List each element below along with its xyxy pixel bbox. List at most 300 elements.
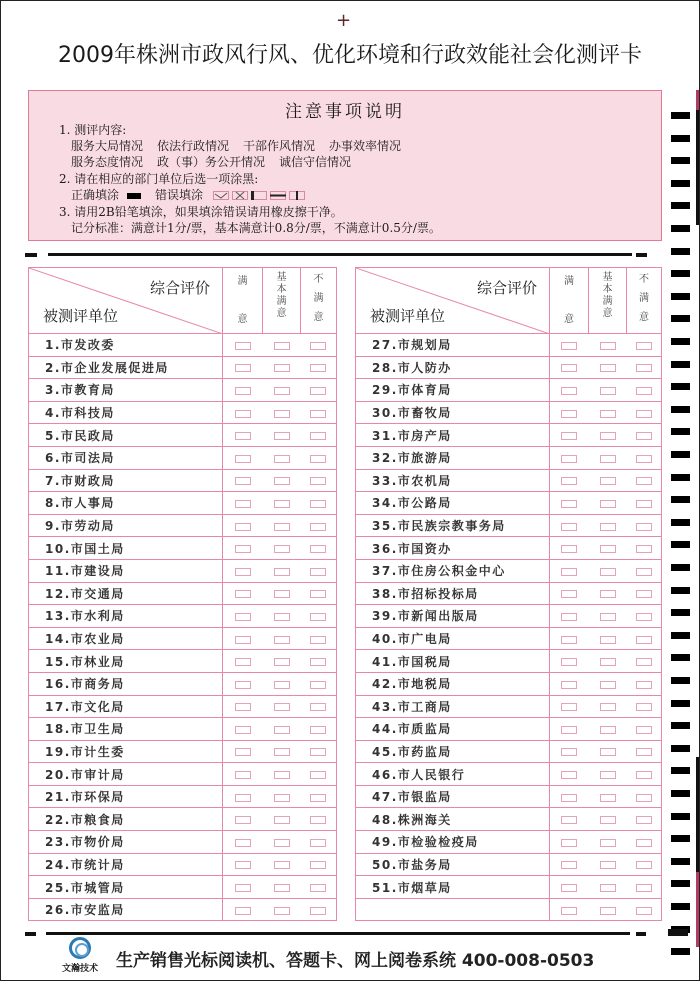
option-cell-satisfied — [223, 672, 263, 695]
bubble-unsatisfied[interactable] — [310, 590, 326, 598]
partial-left-mark-wrong-icon — [251, 191, 267, 200]
bubble-basic-satisfied[interactable] — [600, 500, 616, 508]
bubble-basic-satisfied[interactable] — [600, 771, 616, 779]
bubble-satisfied[interactable] — [235, 794, 251, 802]
bubble-satisfied[interactable] — [235, 748, 251, 756]
bubble-basic-satisfied[interactable] — [274, 477, 290, 485]
table-row — [356, 785, 662, 808]
notice-title: 注意事项说明 — [285, 102, 405, 122]
bubble-unsatisfied[interactable] — [636, 816, 652, 824]
table-row — [356, 559, 662, 582]
option-cell-satisfied — [223, 853, 263, 876]
bubble-satisfied[interactable] — [561, 364, 577, 372]
bubble-unsatisfied[interactable] — [310, 861, 326, 869]
footer-timing-mark — [668, 929, 688, 936]
option-cell-unsatisfied — [301, 379, 337, 402]
bubble-unsatisfied[interactable] — [636, 455, 652, 463]
option-cell-satisfied — [223, 785, 263, 808]
bubble-unsatisfied[interactable] — [636, 477, 652, 485]
bubble-unsatisfied[interactable] — [310, 703, 326, 711]
unit-name: 39.市新闻出版局 — [356, 605, 550, 628]
bubble-unsatisfied[interactable] — [310, 613, 326, 621]
bubble-satisfied[interactable] — [235, 410, 251, 418]
bubble-basic-satisfied[interactable] — [274, 545, 290, 553]
option-cell-satisfied — [550, 831, 589, 854]
option-cell-basic-satisfied — [589, 356, 627, 379]
unit-name: 23.市物价局 — [29, 831, 223, 854]
option-cell-basic-satisfied — [589, 559, 627, 582]
bubble-satisfied[interactable] — [561, 523, 577, 531]
bubble-unsatisfied[interactable] — [310, 432, 326, 440]
option-cell-satisfied — [223, 627, 263, 650]
bubble-unsatisfied[interactable] — [636, 432, 652, 440]
table-row — [356, 469, 662, 492]
bubble-unsatisfied[interactable] — [636, 884, 652, 892]
unit-name: 20.市审计局 — [29, 763, 223, 786]
notice-box — [28, 90, 662, 241]
table-row — [29, 627, 337, 650]
table-row — [29, 763, 337, 786]
table-row — [356, 379, 662, 402]
bubble-unsatisfied[interactable] — [310, 455, 326, 463]
option-cell-unsatisfied — [301, 446, 337, 469]
option-cell-unsatisfied — [627, 356, 662, 379]
bubble-unsatisfied[interactable] — [636, 726, 652, 734]
bubble-unsatisfied[interactable] — [310, 500, 326, 508]
bubble-satisfied[interactable] — [235, 884, 251, 892]
cross-mark-wrong-icon — [232, 191, 248, 200]
bubble-unsatisfied[interactable] — [310, 884, 326, 892]
timing-mark — [671, 519, 690, 526]
bubble-satisfied[interactable] — [561, 387, 577, 395]
content-item: 办事效率情况 — [329, 139, 402, 153]
bubble-basic-satisfied[interactable] — [600, 477, 616, 485]
unit-name: 51.市烟草局 — [356, 876, 550, 899]
bubble-satisfied[interactable] — [235, 500, 251, 508]
bubble-unsatisfied[interactable] — [636, 861, 652, 869]
bubble-unsatisfied[interactable] — [636, 681, 652, 689]
table-row — [356, 401, 662, 424]
bubble-basic-satisfied[interactable] — [274, 568, 290, 576]
option-cell-satisfied — [550, 469, 589, 492]
unit-name — [356, 898, 550, 921]
option-cell-basic-satisfied — [263, 514, 301, 537]
timing-mark — [671, 474, 690, 481]
bubble-basic-satisfied[interactable] — [600, 410, 616, 418]
bubble-satisfied[interactable] — [235, 455, 251, 463]
table-row — [356, 695, 662, 718]
option-cell-unsatisfied — [301, 763, 337, 786]
unit-name: 27.市规划局 — [356, 334, 550, 357]
bubble-satisfied[interactable] — [561, 477, 577, 485]
option-cell-basic-satisfied — [263, 627, 301, 650]
bubble-basic-satisfied[interactable] — [600, 613, 616, 621]
bubble-unsatisfied[interactable] — [310, 681, 326, 689]
bubble-basic-satisfied[interactable] — [600, 523, 616, 531]
bubble-basic-satisfied[interactable] — [600, 455, 616, 463]
option-cell-basic-satisfied — [589, 831, 627, 854]
bubble-unsatisfied[interactable] — [636, 658, 652, 666]
bubble-basic-satisfied[interactable] — [600, 387, 616, 395]
table-header-row — [356, 268, 662, 334]
table-row — [356, 672, 662, 695]
bubble-satisfied[interactable] — [235, 681, 251, 689]
bubble-unsatisfied[interactable] — [636, 907, 652, 915]
bubble-basic-satisfied[interactable] — [600, 590, 616, 598]
option-cell-basic-satisfied — [263, 537, 301, 560]
footer-line — [46, 932, 630, 935]
bubble-unsatisfied[interactable] — [310, 794, 326, 802]
option-cell-unsatisfied — [301, 740, 337, 763]
option-cell-satisfied — [550, 401, 589, 424]
bubble-unsatisfied[interactable] — [636, 771, 652, 779]
timing-mark — [671, 112, 690, 119]
option-cell-satisfied — [223, 876, 263, 899]
table-row — [356, 898, 662, 921]
unit-name: 16.市商务局 — [29, 672, 223, 695]
option-cell-basic-satisfied — [263, 808, 301, 831]
timing-mark — [671, 677, 690, 684]
unit-name: 38.市招标投标局 — [356, 582, 550, 605]
timing-mark — [671, 835, 690, 842]
option-cell-unsatisfied — [301, 492, 337, 515]
option-cell-satisfied — [223, 808, 263, 831]
bubble-unsatisfied[interactable] — [636, 794, 652, 802]
table-row — [29, 785, 337, 808]
option-cell-unsatisfied — [627, 808, 662, 831]
table-row — [356, 718, 662, 741]
option-cell-unsatisfied — [301, 356, 337, 379]
bubble-satisfied[interactable] — [561, 568, 577, 576]
option-cell-satisfied — [223, 356, 263, 379]
bubble-satisfied[interactable] — [561, 884, 577, 892]
unit-name: 36.市国资办 — [356, 537, 550, 560]
bubble-satisfied[interactable] — [561, 500, 577, 508]
bubble-basic-satisfied[interactable] — [274, 681, 290, 689]
option-cell-unsatisfied — [627, 446, 662, 469]
bubble-basic-satisfied[interactable] — [274, 455, 290, 463]
option-cell-basic-satisfied — [263, 582, 301, 605]
table-row — [356, 334, 662, 357]
bubble-basic-satisfied[interactable] — [600, 568, 616, 576]
bubble-basic-satisfied[interactable] — [600, 432, 616, 440]
unit-name: 29.市体育局 — [356, 379, 550, 402]
bubble-unsatisfied[interactable] — [310, 523, 326, 531]
content-item: 服务态度情况 — [71, 155, 144, 169]
bubble-satisfied[interactable] — [235, 658, 251, 666]
bubble-satisfied[interactable] — [235, 342, 251, 350]
option-cell-basic-satisfied — [263, 785, 301, 808]
edge-bar-top — [696, 110, 699, 225]
bubble-satisfied[interactable] — [235, 590, 251, 598]
column-basic-satisfied-header: 基本 满意 — [263, 268, 301, 334]
bubble-satisfied[interactable] — [235, 907, 251, 915]
unit-name: 42.市地税局 — [356, 672, 550, 695]
timing-mark — [671, 632, 690, 639]
unit-name: 34.市公路局 — [356, 492, 550, 515]
unit-name: 44.市质监局 — [356, 718, 550, 741]
bubble-satisfied[interactable] — [561, 703, 577, 711]
bubble-unsatisfied[interactable] — [636, 568, 652, 576]
bubble-unsatisfied[interactable] — [636, 364, 652, 372]
timing-mark — [671, 135, 690, 142]
option-cell-unsatisfied — [627, 876, 662, 899]
unit-name: 4.市科技局 — [29, 401, 223, 424]
bubble-unsatisfied[interactable] — [636, 387, 652, 395]
content-item: 诚信守信情况 — [279, 155, 352, 169]
bubble-basic-satisfied[interactable] — [274, 907, 290, 915]
bubble-satisfied[interactable] — [235, 771, 251, 779]
bubble-unsatisfied[interactable] — [636, 500, 652, 508]
bubble-basic-satisfied[interactable] — [600, 726, 616, 734]
bubble-unsatisfied[interactable] — [636, 839, 652, 847]
option-cell-satisfied — [550, 559, 589, 582]
option-cell-basic-satisfied — [589, 763, 627, 786]
unit-name: 41.市国税局 — [356, 650, 550, 673]
option-cell-unsatisfied — [301, 831, 337, 854]
bubble-basic-satisfied[interactable] — [274, 342, 290, 350]
option-cell-satisfied — [550, 492, 589, 515]
option-cell-unsatisfied — [301, 808, 337, 831]
table-row — [29, 379, 337, 402]
bubble-basic-satisfied[interactable] — [274, 500, 290, 508]
table-header-row — [29, 268, 337, 334]
option-cell-unsatisfied — [627, 672, 662, 695]
unit-name: 19.市计生委 — [29, 740, 223, 763]
option-cell-basic-satisfied — [589, 808, 627, 831]
option-cell-satisfied — [550, 898, 589, 921]
bubble-satisfied[interactable] — [235, 545, 251, 553]
bubble-unsatisfied[interactable] — [636, 523, 652, 531]
bubble-basic-satisfied[interactable] — [600, 342, 616, 350]
option-cell-satisfied — [550, 718, 589, 741]
bubble-unsatisfied[interactable] — [636, 410, 652, 418]
bubble-basic-satisfied[interactable] — [600, 861, 616, 869]
bubble-unsatisfied[interactable] — [636, 636, 652, 644]
bubble-satisfied[interactable] — [561, 432, 577, 440]
bubble-basic-satisfied[interactable] — [274, 794, 290, 802]
bubble-basic-satisfied[interactable] — [274, 748, 290, 756]
bubble-satisfied[interactable] — [235, 477, 251, 485]
bubble-satisfied[interactable] — [561, 342, 577, 350]
bubble-unsatisfied[interactable] — [310, 771, 326, 779]
bubble-basic-satisfied[interactable] — [274, 839, 290, 847]
table-row — [29, 740, 337, 763]
option-cell-unsatisfied — [301, 785, 337, 808]
bubble-satisfied[interactable] — [235, 568, 251, 576]
bubble-basic-satisfied[interactable] — [274, 861, 290, 869]
option-cell-satisfied — [550, 537, 589, 560]
bubble-satisfied[interactable] — [235, 839, 251, 847]
option-cell-satisfied — [223, 492, 263, 515]
bubble-unsatisfied[interactable] — [636, 545, 652, 553]
bubble-basic-satisfied[interactable] — [274, 590, 290, 598]
bubble-unsatisfied[interactable] — [636, 613, 652, 621]
table-row — [356, 763, 662, 786]
bubble-satisfied[interactable] — [561, 816, 577, 824]
bubble-satisfied[interactable] — [235, 364, 251, 372]
bubble-unsatisfied[interactable] — [636, 590, 652, 598]
option-cell-basic-satisfied — [589, 672, 627, 695]
table-row — [29, 853, 337, 876]
bubble-basic-satisfied[interactable] — [600, 884, 616, 892]
content-item: 依法行政情况 — [157, 139, 230, 153]
option-cell-unsatisfied — [301, 537, 337, 560]
option-cell-unsatisfied — [301, 898, 337, 921]
correct-fill-example-icon — [127, 193, 141, 199]
option-cell-unsatisfied — [301, 627, 337, 650]
bubble-basic-satisfied[interactable] — [274, 771, 290, 779]
table-row — [29, 605, 337, 628]
option-cell-satisfied — [223, 559, 263, 582]
timing-mark — [671, 745, 690, 752]
option-cell-basic-satisfied — [263, 469, 301, 492]
column-satisfied-header: 满 意 — [223, 268, 263, 334]
bubble-unsatisfied[interactable] — [636, 748, 652, 756]
evaluated-unit-label: 被测评单位 — [43, 307, 119, 325]
bubble-basic-satisfied[interactable] — [600, 681, 616, 689]
option-cell-basic-satisfied — [589, 514, 627, 537]
column-basic-satisfied-header: 基本 满意 — [589, 268, 627, 334]
bubble-satisfied[interactable] — [235, 816, 251, 824]
option-cell-basic-satisfied — [263, 356, 301, 379]
bubble-satisfied[interactable] — [561, 771, 577, 779]
bubble-satisfied[interactable] — [561, 907, 577, 915]
bubble-satisfied[interactable] — [561, 794, 577, 802]
bubble-satisfied[interactable] — [561, 861, 577, 869]
bubble-basic-satisfied[interactable] — [600, 658, 616, 666]
timing-mark — [671, 767, 690, 774]
fill-example-line — [71, 186, 319, 203]
unit-name: 18.市卫生局 — [29, 718, 223, 741]
bubble-satisfied[interactable] — [235, 726, 251, 734]
bubble-unsatisfied[interactable] — [636, 342, 652, 350]
bubble-unsatisfied[interactable] — [636, 703, 652, 711]
bubble-basic-satisfied[interactable] — [600, 907, 616, 915]
timing-mark — [671, 383, 690, 390]
table-row — [29, 898, 337, 921]
bubble-basic-satisfied[interactable] — [600, 703, 616, 711]
bubble-satisfied[interactable] — [235, 861, 251, 869]
bubble-satisfied[interactable] — [561, 613, 577, 621]
table-row — [356, 853, 662, 876]
bubble-unsatisfied[interactable] — [310, 364, 326, 372]
bubble-unsatisfied[interactable] — [310, 568, 326, 576]
bubble-basic-satisfied[interactable] — [274, 816, 290, 824]
option-cell-unsatisfied — [627, 492, 662, 515]
option-cell-basic-satisfied — [589, 627, 627, 650]
bubble-basic-satisfied[interactable] — [600, 636, 616, 644]
bubble-satisfied[interactable] — [561, 410, 577, 418]
table-row — [356, 582, 662, 605]
bubble-satisfied[interactable] — [235, 613, 251, 621]
unit-name: 50.市盐务局 — [356, 853, 550, 876]
bubble-basic-satisfied[interactable] — [600, 839, 616, 847]
unit-name: 2.市企业发展促进局 — [29, 356, 223, 379]
bubble-satisfied[interactable] — [561, 455, 577, 463]
option-cell-basic-satisfied — [589, 469, 627, 492]
bubble-basic-satisfied[interactable] — [274, 726, 290, 734]
unit-name: 10.市国土局 — [29, 537, 223, 560]
bubble-basic-satisfied[interactable] — [600, 364, 616, 372]
bubble-unsatisfied[interactable] — [310, 658, 326, 666]
bubble-basic-satisfied[interactable] — [274, 636, 290, 644]
evaluation-table-left — [28, 267, 337, 921]
bubble-satisfied[interactable] — [561, 590, 577, 598]
bubble-unsatisfied[interactable] — [310, 342, 326, 350]
table-row — [29, 356, 337, 379]
bubble-unsatisfied[interactable] — [310, 726, 326, 734]
overall-rating-label: 综合评价 — [476, 279, 537, 297]
bubble-satisfied[interactable] — [561, 681, 577, 689]
bubble-basic-satisfied[interactable] — [274, 884, 290, 892]
bubble-basic-satisfied[interactable] — [274, 410, 290, 418]
bubble-basic-satisfied[interactable] — [600, 794, 616, 802]
bubble-basic-satisfied[interactable] — [274, 364, 290, 372]
bubble-unsatisfied[interactable] — [310, 410, 326, 418]
option-cell-satisfied — [223, 424, 263, 447]
bubble-satisfied[interactable] — [235, 387, 251, 395]
option-cell-unsatisfied — [627, 559, 662, 582]
bubble-satisfied[interactable] — [561, 636, 577, 644]
timing-mark — [671, 858, 690, 865]
bubble-satisfied[interactable] — [235, 523, 251, 531]
bubble-satisfied[interactable] — [235, 703, 251, 711]
bubble-satisfied[interactable] — [561, 726, 577, 734]
bubble-satisfied[interactable] — [235, 636, 251, 644]
option-cell-satisfied — [550, 334, 589, 357]
bubble-basic-satisfied[interactable] — [600, 545, 616, 553]
bubble-basic-satisfied[interactable] — [274, 432, 290, 440]
bubble-basic-satisfied[interactable] — [600, 816, 616, 824]
option-cell-satisfied — [223, 831, 263, 854]
bubble-unsatisfied[interactable] — [310, 387, 326, 395]
bubble-satisfied[interactable] — [561, 658, 577, 666]
bubble-satisfied[interactable] — [561, 545, 577, 553]
bubble-satisfied[interactable] — [561, 748, 577, 756]
bubble-satisfied[interactable] — [235, 432, 251, 440]
bubble-basic-satisfied[interactable] — [600, 748, 616, 756]
bubble-basic-satisfied[interactable] — [274, 387, 290, 395]
bubble-satisfied[interactable] — [561, 839, 577, 847]
timing-mark — [671, 948, 690, 955]
unit-name: 30.市畜牧局 — [356, 401, 550, 424]
option-cell-basic-satisfied — [263, 740, 301, 763]
bubble-unsatisfied[interactable] — [310, 839, 326, 847]
bubble-unsatisfied[interactable] — [310, 748, 326, 756]
bubble-unsatisfied[interactable] — [310, 477, 326, 485]
bubble-basic-satisfied[interactable] — [274, 523, 290, 531]
table-row — [356, 446, 662, 469]
option-cell-satisfied — [550, 582, 589, 605]
unit-name: 21.市环保局 — [29, 785, 223, 808]
option-cell-unsatisfied — [627, 582, 662, 605]
option-cell-satisfied — [223, 446, 263, 469]
bubble-unsatisfied[interactable] — [310, 816, 326, 824]
option-cell-unsatisfied — [627, 763, 662, 786]
option-cell-unsatisfied — [627, 379, 662, 402]
bubble-unsatisfied[interactable] — [310, 636, 326, 644]
bubble-unsatisfied[interactable] — [310, 907, 326, 915]
bubble-basic-satisfied[interactable] — [274, 658, 290, 666]
bubble-basic-satisfied[interactable] — [274, 613, 290, 621]
unit-name: 46.市人民银行 — [356, 763, 550, 786]
table-row — [356, 627, 662, 650]
option-cell-basic-satisfied — [589, 401, 627, 424]
bubble-basic-satisfied[interactable] — [274, 703, 290, 711]
bubble-unsatisfied[interactable] — [310, 545, 326, 553]
option-cell-unsatisfied — [301, 853, 337, 876]
